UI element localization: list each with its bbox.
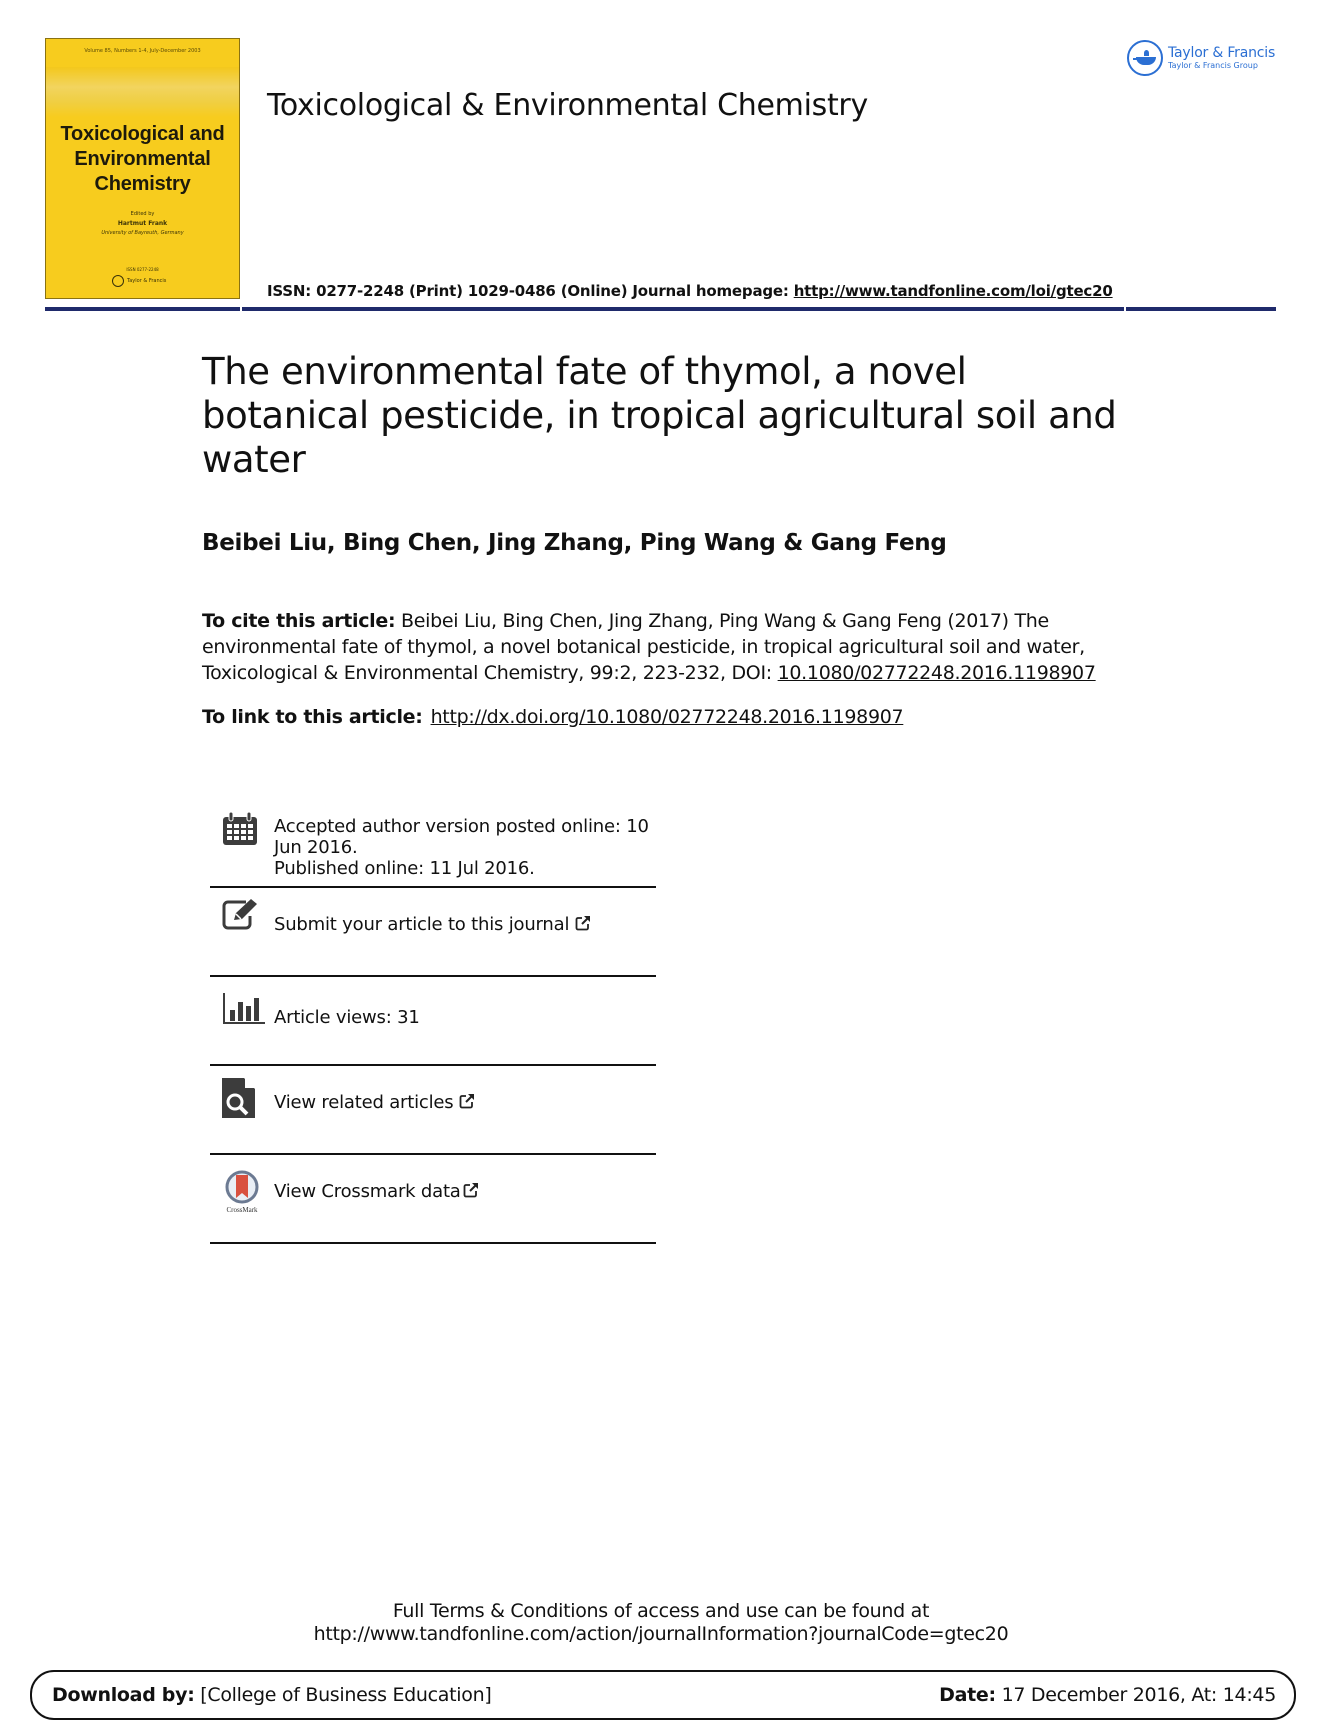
citation — [202, 608, 1162, 686]
journal-title: Toxicological & Environmental Chemistry — [267, 88, 868, 123]
published-date: Published online: 11 Jul 2016. — [274, 858, 535, 879]
link-label: To link to this article: — [202, 706, 423, 728]
cover-edited-by: Edited by — [130, 211, 155, 217]
download-date — [939, 1684, 1276, 1706]
authors: Beibei Liu, Bing Chen, Jing Zhang, Ping Wang & Gang Feng — [202, 530, 947, 556]
cite-text: Beibei Liu, Bing Chen, Jing Zhang, Ping Wang & Gang Feng (2017) The environmental fate of thymol, a novel botanical pesticide, in tropical agricultural soil and water, Toxicological & Environmental Chemistry, 99:2, 223-232, DOI: — [202, 610, 1085, 684]
article-doi-url-link[interactable]: http://dx.doi.org/10.1080/02772248.2016.1198907 — [430, 706, 904, 728]
related-label: View related articles — [274, 1092, 454, 1113]
cover-sky — [46, 67, 239, 117]
crossmark-caption: CrossMark — [226, 1206, 258, 1214]
terms-notice — [0, 1600, 1322, 1646]
publisher-name: Taylor & Francis — [1168, 45, 1276, 61]
publisher-logo — [1127, 40, 1275, 76]
crossmark-label: View Crossmark data — [274, 1181, 461, 1202]
dates-text — [274, 816, 654, 879]
article-views: Article views: 31 — [274, 1007, 420, 1028]
accepted-date: Accepted author version posted online: 10 Jun 2016. — [274, 816, 649, 858]
external-link-icon — [463, 1182, 479, 1198]
views-row — [210, 977, 656, 1066]
bar-chart-icon — [222, 993, 266, 1025]
submit-label: Submit your article to this journal — [274, 914, 570, 935]
cover-editor: Hartmut Frank — [117, 220, 168, 227]
external-link-icon — [575, 915, 591, 931]
download-value: [College of Business Education] — [194, 1684, 492, 1706]
crossmark-badge-icon — [225, 1170, 259, 1204]
crossmark-link[interactable] — [274, 1181, 479, 1202]
terms-line: Full Terms & Conditions of access and use can be found at — [392, 1600, 930, 1622]
crossmark-row[interactable] — [210, 1155, 656, 1244]
cover-title-line: Toxicological and — [60, 123, 225, 145]
cover-title-line: Environmental — [74, 148, 211, 170]
cover-issn: ISSN 0277-2248 — [126, 267, 159, 272]
date-label: Date: — [939, 1684, 996, 1706]
download-bar — [30, 1670, 1296, 1720]
doi-link[interactable]: 10.1080/02772248.2016.1198907 — [777, 662, 1096, 684]
cover-volume: Volume 85, Numbers 1-4, July-December 2003 — [84, 48, 201, 54]
journal-cover — [45, 38, 240, 299]
cite-label: To cite this article: — [202, 610, 396, 632]
external-link-icon — [459, 1093, 475, 1109]
header-rule — [45, 307, 240, 311]
cover-university: University of Bayreuth, Germany — [101, 230, 184, 236]
edit-icon — [222, 898, 260, 930]
submit-article-link[interactable] — [274, 914, 591, 935]
cover-publisher — [112, 275, 166, 287]
article-link-line — [202, 706, 903, 728]
download-by — [52, 1684, 491, 1706]
dates-row — [210, 800, 656, 888]
header-rule — [242, 307, 1124, 311]
download-label: Download by: — [52, 1684, 195, 1706]
article-info — [210, 800, 656, 1244]
journal-homepage-link[interactable]: http://www.tandfonline.com/loi/gtec20 — [793, 282, 1113, 300]
publisher-group: Taylor & Francis Group — [1168, 61, 1258, 70]
cover-publisher-name: Taylor & Francis — [127, 278, 167, 284]
submit-row[interactable] — [210, 888, 656, 977]
calendar-icon — [222, 812, 258, 846]
cover-title — [46, 122, 239, 197]
related-row[interactable] — [210, 1066, 656, 1155]
header-rule — [1126, 307, 1276, 311]
cover-title-line: Chemistry — [94, 173, 191, 195]
article-title: The environmental fate of thymol, a novel botanical pesticide, in tropical agricultural soil and water — [202, 350, 1117, 481]
document-search-icon — [222, 1078, 256, 1118]
issn-text: ISSN: 0277-2248 (Print) 1029-0486 (Online) Journal homepage: — [267, 282, 794, 300]
date-value: 17 December 2016, At: 14:45 — [995, 1684, 1276, 1706]
issn-line — [267, 282, 1113, 300]
crossmark-icon — [220, 1170, 264, 1214]
related-articles-link[interactable] — [274, 1092, 475, 1113]
cover-publisher-logo-icon — [112, 275, 124, 287]
lamp-logo-icon — [1127, 40, 1163, 76]
terms-url[interactable]: http://www.tandfonline.com/action/journalInformation?journalCode=gtec20 — [313, 1623, 1009, 1645]
